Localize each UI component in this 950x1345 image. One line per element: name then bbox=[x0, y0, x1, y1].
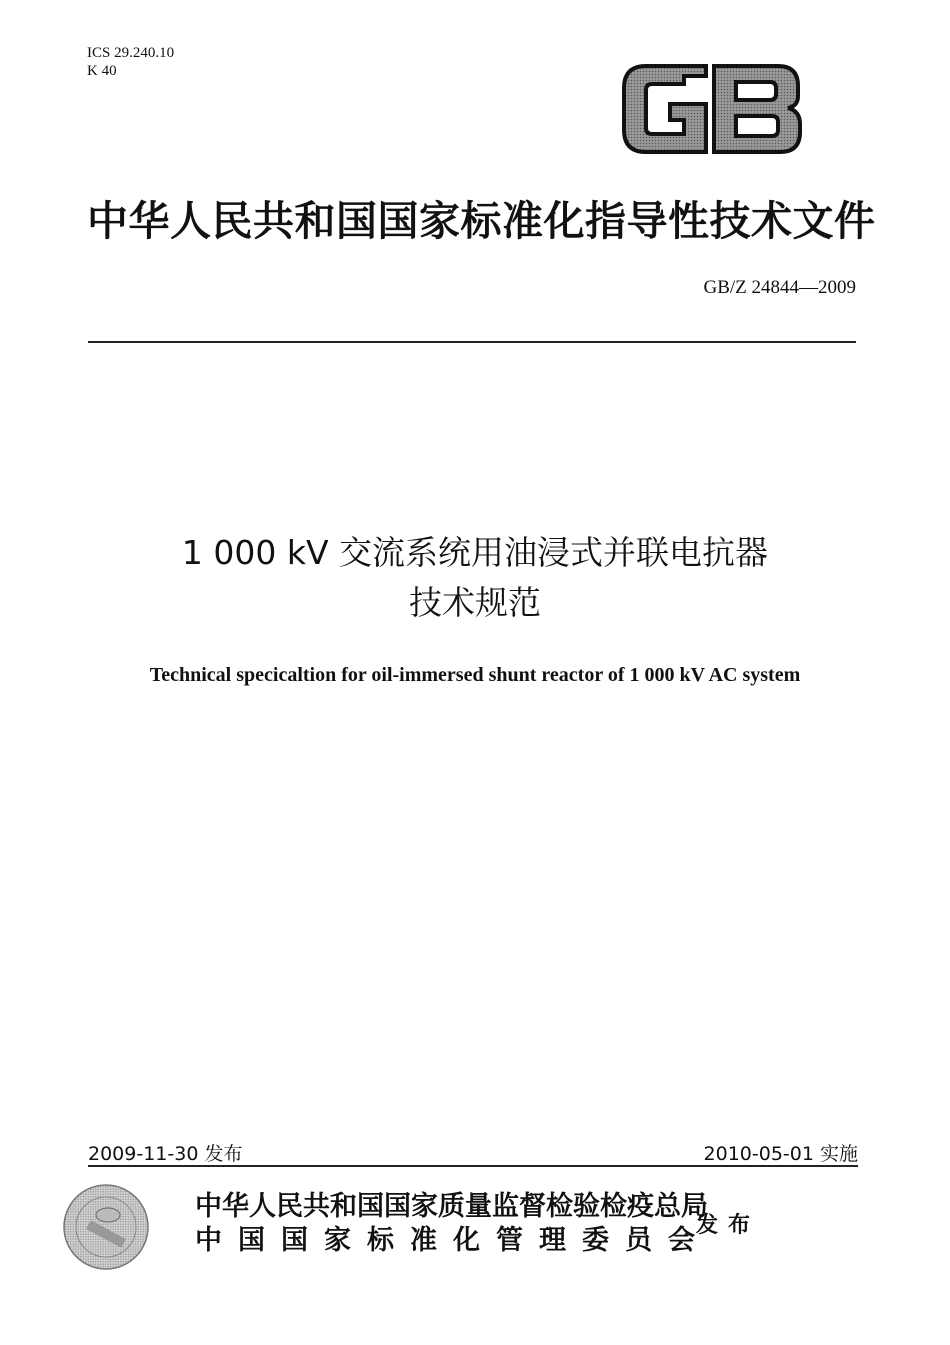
gb-logo-icon bbox=[618, 58, 808, 158]
standard-number: GB/Z 24844—2009 bbox=[703, 277, 856, 298]
header-divider bbox=[88, 341, 856, 343]
issuer-aqsiq: 中华人民共和国国家质量监督检验检疫总局 bbox=[195, 1191, 708, 1222]
issuer-sac: 中国国家标准化管理委员会 bbox=[195, 1225, 711, 1256]
ccs-code: K 40 bbox=[87, 63, 117, 79]
issue-date: 2009-11-30 发布 bbox=[88, 1143, 243, 1165]
anti-counterfeit-seal-icon bbox=[62, 1183, 150, 1271]
issuing-authorities bbox=[195, 1190, 711, 1258]
ics-code: ICS 29.240.10 bbox=[87, 45, 175, 61]
english-title: Technical specicaltion for oil-immersed shunt reactor of 1 000 kV AC system bbox=[149, 664, 801, 686]
standard-org-title: 中华人民共和国国家标准化指导性技术文件 bbox=[87, 197, 876, 245]
chinese-title bbox=[60, 528, 890, 628]
classification-codes bbox=[87, 44, 174, 80]
publish-label: 发布 bbox=[696, 1213, 761, 1238]
chinese-title-line-1: 1 000 kV 交流系统用油浸式并联电抗器 bbox=[181, 533, 769, 572]
chinese-title-line-2: 技术规范 bbox=[409, 583, 541, 622]
implementation-date: 2010-05-01 实施 bbox=[703, 1143, 858, 1165]
footer-divider bbox=[88, 1165, 858, 1167]
